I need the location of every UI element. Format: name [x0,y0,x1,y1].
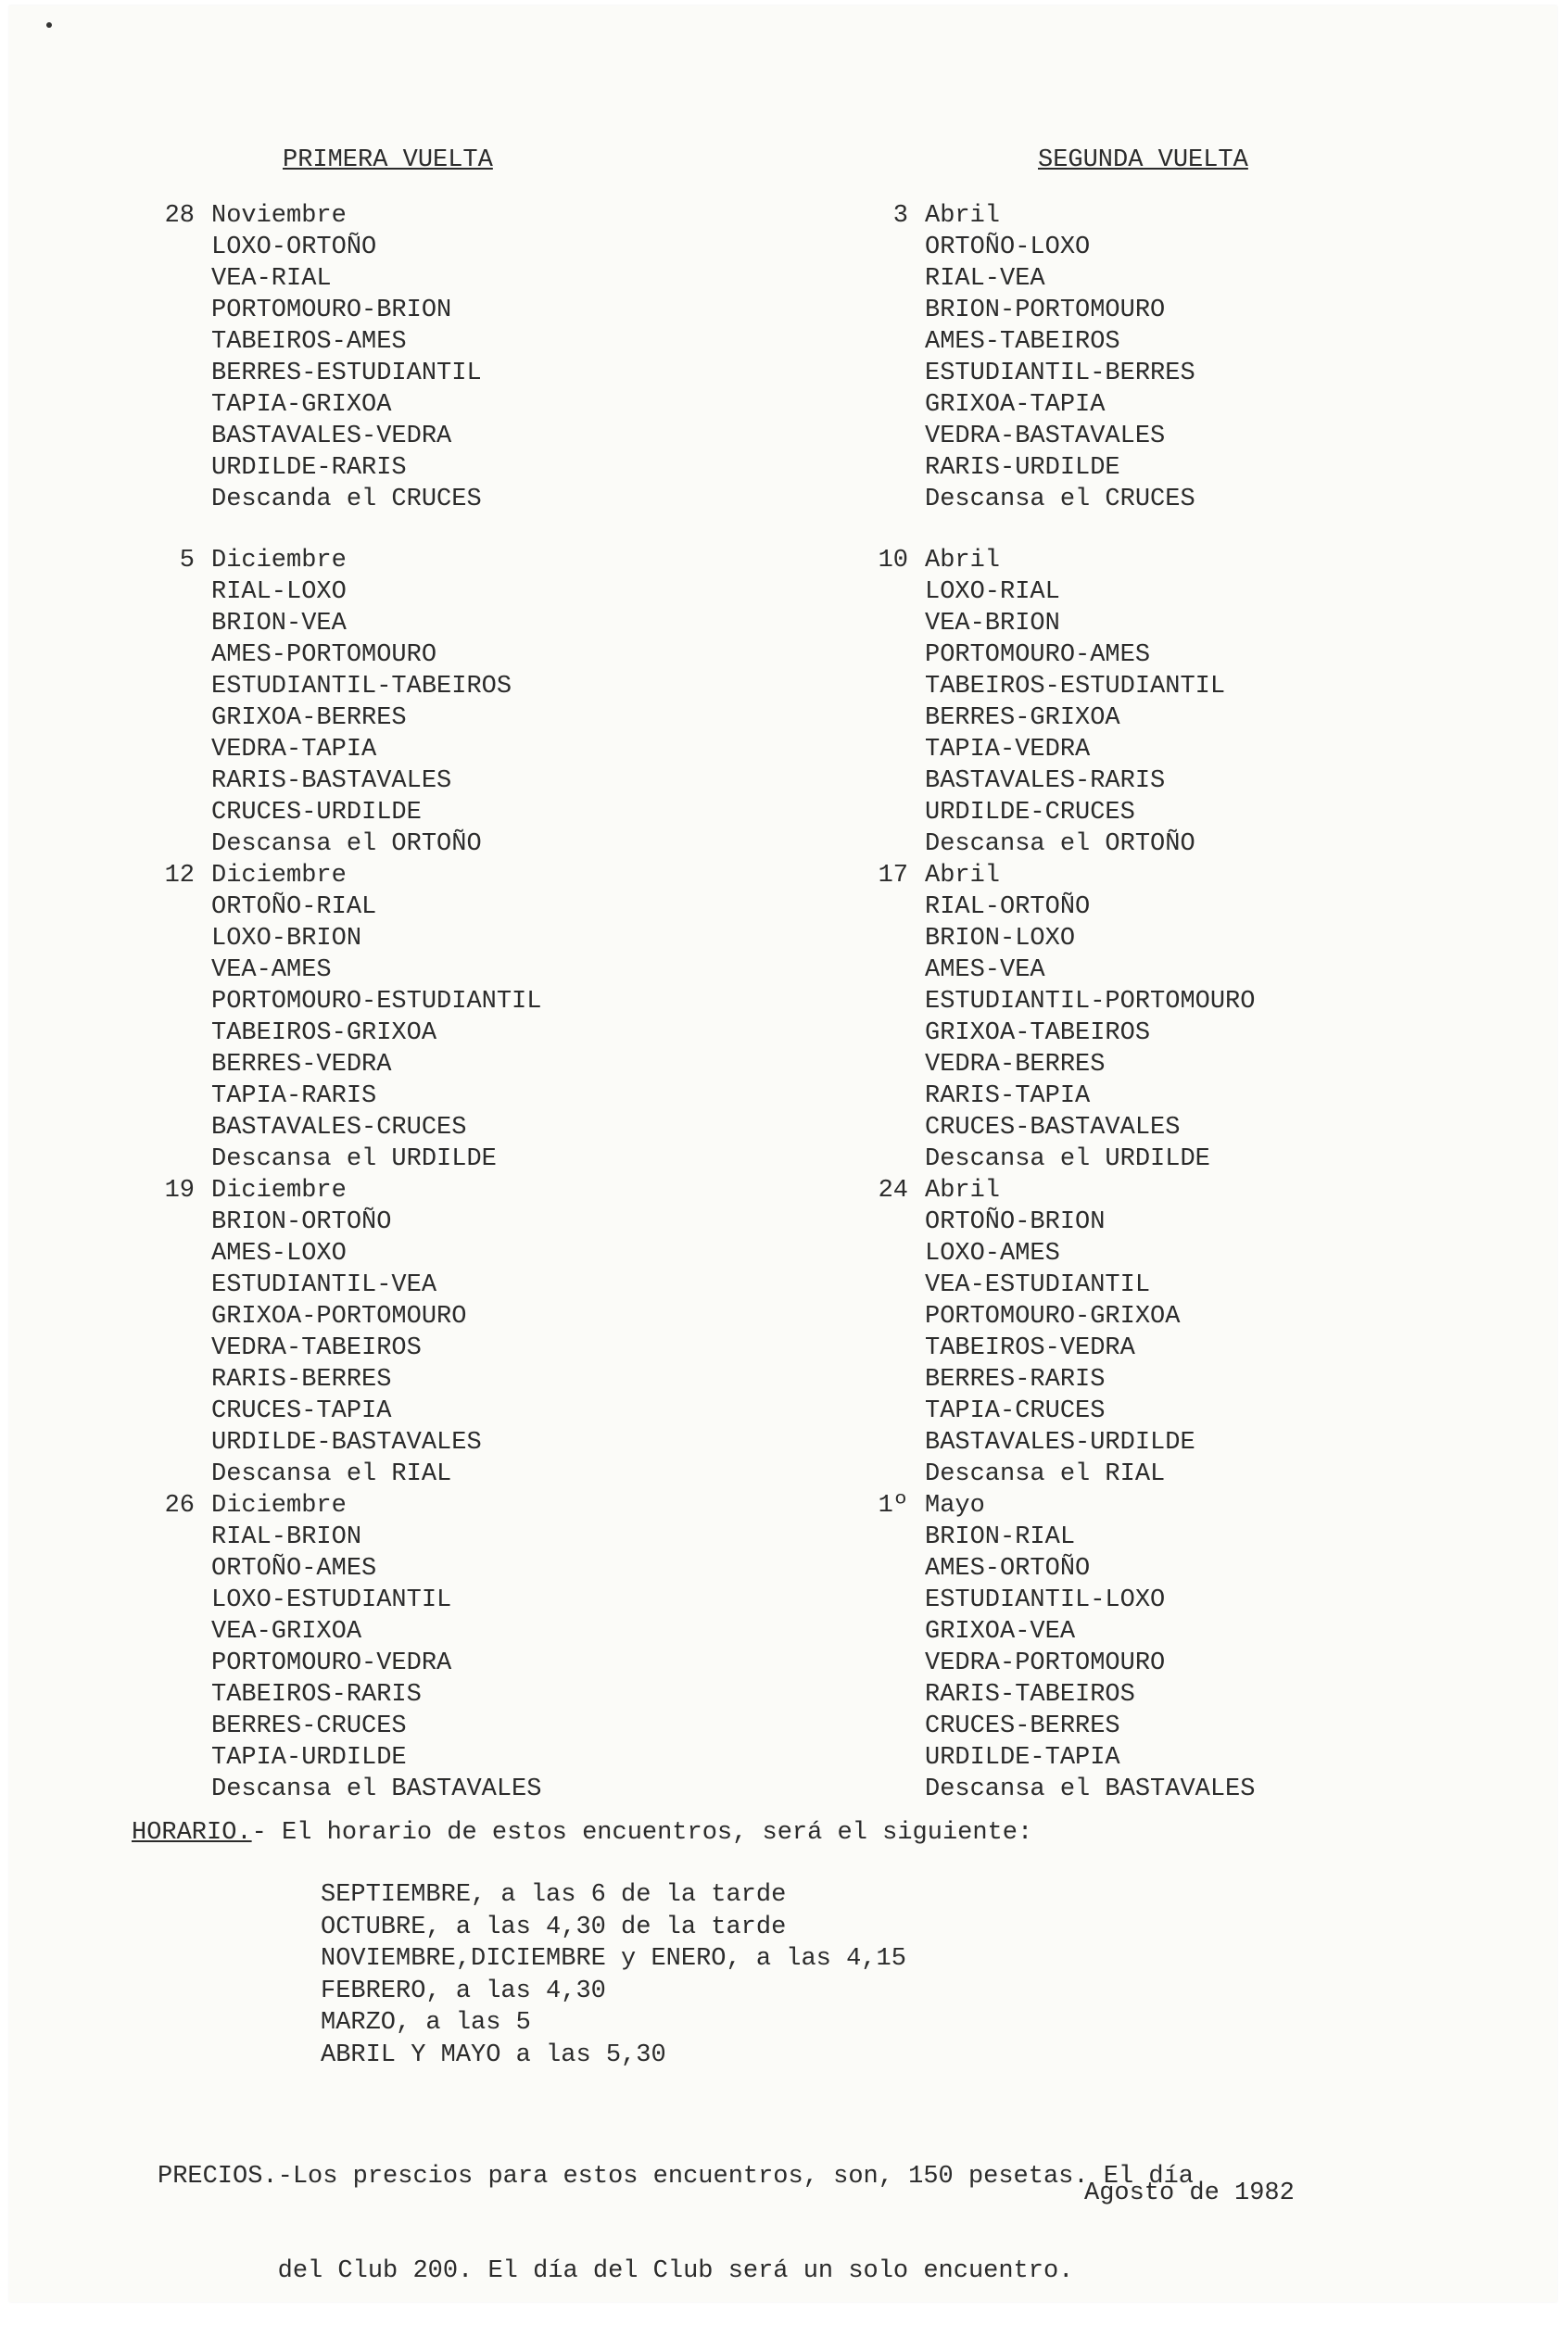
round-day-number: 19 [164,1177,195,1205]
round-month: Noviembre [211,202,347,230]
precios-line: PRECIOS.-Los prescios para estos encuentros, son, 150 pesetas. El día [158,2163,1194,2191]
match-line: ORTOÑO-LOXO [925,234,1091,261]
ink-mark [46,22,52,28]
round-month: Diciembre [211,547,347,575]
schedule-list [321,1879,906,2071]
round-day-number: 5 [179,547,195,575]
primera-vuelta-heading: PRIMERA VUELTA [283,146,493,174]
match-line: BERRES-ESTUDIANTIL [211,360,482,387]
horario-text: - El horario de estos encuentros, será el siguiente: [251,1819,1033,1847]
rest-team-line: Descansa el URDILDE [925,1145,1210,1173]
match-line: PORTOMOURO-AMES [925,641,1151,669]
match-line: ORTOÑO-AMES [211,1555,377,1583]
match-line: RARIS-BASTAVALES [211,767,452,795]
match-line: URDILDE-CRUCES [925,799,1135,827]
match-line: BERRES-GRIXOA [925,704,1120,732]
horario-line [132,1817,1032,1849]
match-line: VEDRA-BERRES [925,1051,1106,1079]
match-line: URDILDE-RARIS [211,454,407,482]
match-line: RIAL-LOXO [211,578,347,606]
match-line: URDILDE-TAPIA [925,1744,1120,1772]
match-line: TABEIROS-RARIS [211,1681,422,1709]
match-line: LOXO-ESTUDIANTIL [211,1586,452,1614]
round-lines [211,1490,541,1805]
round-lines [211,860,541,1175]
round-month: Diciembre [211,1492,347,1520]
match-line: TAPIA-GRIXOA [211,391,392,419]
match-line: TABEIROS-AMES [211,328,407,356]
match-line: LOXO-AMES [925,1240,1060,1268]
match-line: BRION-PORTOMOURO [925,297,1166,324]
round-day-number: 28 [164,202,195,230]
match-line: VEA-GRIXOA [211,1618,362,1646]
match-line: VEDRA-PORTOMOURO [925,1649,1166,1677]
match-line: AMES-PORTOMOURO [211,641,437,669]
match-line: GRIXOA-PORTOMOURO [211,1303,467,1331]
match-line: RIAL-VEA [925,265,1045,293]
document-page [9,6,1557,2302]
match-line: RARIS-TAPIA [925,1082,1091,1110]
match-line: ESTUDIANTIL-VEA [211,1271,437,1299]
match-line: BRION-LOXO [925,925,1076,953]
rest-team-line: Descansa el BASTAVALES [925,1775,1256,1803]
rest-team-line: Descansa el RIAL [211,1460,452,1488]
match-line: CRUCES-BASTAVALES [925,1114,1181,1142]
match-line: VEDRA-BASTAVALES [925,423,1166,450]
match-line: AMES-VEA [925,956,1045,984]
match-line: VEA-RIAL [211,265,332,293]
round-day-number: 3 [892,202,908,230]
round-day-number: 1º [878,1492,908,1520]
match-line: BASTAVALES-CRUCES [211,1114,467,1142]
round-lines [211,200,482,515]
match-line: LOXO-ORTOÑO [211,234,377,261]
round-day-number: 26 [164,1492,195,1520]
document-date: Agosto de 1982 [1084,2179,1295,2207]
match-line: TABEIROS-ESTUDIANTIL [925,673,1226,701]
match-line: ORTOÑO-BRION [925,1208,1106,1236]
precios-line: del Club 200. El día del Club será un solo encuentro. [158,2257,1074,2285]
match-line: LOXO-RIAL [925,578,1060,606]
round-month: Diciembre [211,1177,347,1205]
schedule-line: SEPTIEMBRE, a las 6 de la tarde [321,1881,787,1909]
schedule-line: OCTUBRE, a las 4,30 de la tarde [321,1913,787,1941]
round-month: Mayo [925,1492,985,1520]
match-line: GRIXOA-BERRES [211,704,407,732]
match-line: AMES-LOXO [211,1240,347,1268]
rest-team-line: Descansa el CRUCES [925,486,1195,513]
match-line: RARIS-BERRES [211,1366,392,1394]
round-month: Abril [925,862,1001,890]
match-line: BERRES-CRUCES [211,1712,407,1740]
rest-team-line: Descanda el CRUCES [211,486,482,513]
match-line: TABEIROS-GRIXOA [211,1019,437,1047]
match-line: TAPIA-RARIS [211,1082,377,1110]
match-line: PORTOMOURO-GRIXOA [925,1303,1181,1331]
match-line: GRIXOA-VEA [925,1618,1076,1646]
match-line: GRIXOA-TABEIROS [925,1019,1151,1047]
match-line: BASTAVALES-VEDRA [211,423,452,450]
segunda-vuelta-heading: SEGUNDA VUELTA [1038,146,1248,174]
rest-team-line: Descansa el BASTAVALES [211,1775,542,1803]
match-line: TAPIA-URDILDE [211,1744,407,1772]
match-line: BASTAVALES-URDILDE [925,1429,1195,1457]
match-line: RARIS-TABEIROS [925,1681,1135,1709]
match-line: PORTOMOURO-ESTUDIANTIL [211,988,542,1016]
match-line: ESTUDIANTIL-PORTOMOURO [925,988,1256,1016]
match-line: ESTUDIANTIL-BERRES [925,360,1195,387]
match-line: AMES-TABEIROS [925,328,1120,356]
match-line: BRION-VEA [211,610,347,638]
precios-paragraph [158,2098,1194,2350]
match-line: AMES-ORTOÑO [925,1555,1091,1583]
schedule-line: MARZO, a las 5 [321,2009,531,2037]
round-day-number: 17 [878,862,908,890]
round-month: Abril [925,202,1001,230]
match-line: GRIXOA-TAPIA [925,391,1106,419]
schedule-line: NOVIEMBRE,DICIEMBRE y ENERO, a las 4,15 [321,1945,906,1973]
match-line: RIAL-BRION [211,1523,362,1551]
round-lines [925,200,1195,515]
match-line: VEDRA-TABEIROS [211,1334,422,1362]
match-line: LOXO-BRION [211,925,362,953]
match-line: VEDRA-TAPIA [211,736,377,764]
round-lines [925,1175,1195,1490]
horario-label: HORARIO. [132,1819,252,1847]
round-lines [925,545,1225,860]
match-line: VEA-ESTUDIANTIL [925,1271,1151,1299]
match-line: CRUCES-BERRES [925,1712,1120,1740]
match-line: PORTOMOURO-BRION [211,297,452,324]
match-line: BRION-RIAL [925,1523,1076,1551]
match-line: CRUCES-TAPIA [211,1397,392,1425]
round-lines [211,1175,482,1490]
schedule-line: FEBRERO, a las 4,30 [321,1977,606,2005]
schedule-line: ABRIL Y MAYO a las 5,30 [321,2040,666,2069]
match-line: PORTOMOURO-VEDRA [211,1649,452,1677]
match-line: URDILDE-BASTAVALES [211,1429,482,1457]
rest-team-line: Descansa el URDILDE [211,1145,497,1173]
match-line: RIAL-ORTOÑO [925,893,1091,921]
match-line: VEA-BRION [925,610,1060,638]
round-lines [211,545,512,860]
match-line: BRION-ORTOÑO [211,1208,392,1236]
match-line: ORTOÑO-RIAL [211,893,377,921]
match-line: ESTUDIANTIL-LOXO [925,1586,1166,1614]
round-month: Abril [925,1177,1001,1205]
rest-team-line: Descansa el RIAL [925,1460,1166,1488]
rest-team-line: Descansa el ORTOÑO [925,830,1195,858]
match-line: BERRES-VEDRA [211,1051,392,1079]
match-line: BASTAVALES-RARIS [925,767,1166,795]
match-line: RARIS-URDILDE [925,454,1120,482]
match-line: VEA-AMES [211,956,332,984]
match-line: TABEIROS-VEDRA [925,1334,1135,1362]
round-lines [925,1490,1255,1805]
match-line: CRUCES-URDILDE [211,799,422,827]
round-lines [925,860,1255,1175]
round-day-number: 10 [878,547,908,575]
match-line: ESTUDIANTIL-TABEIROS [211,673,512,701]
match-line: TAPIA-VEDRA [925,736,1091,764]
match-line: TAPIA-CRUCES [925,1397,1106,1425]
round-day-number: 24 [878,1177,908,1205]
rest-team-line: Descansa el ORTOÑO [211,830,482,858]
round-day-number: 12 [164,862,195,890]
match-line: BERRES-RARIS [925,1366,1106,1394]
round-month: Abril [925,547,1001,575]
round-month: Diciembre [211,862,347,890]
